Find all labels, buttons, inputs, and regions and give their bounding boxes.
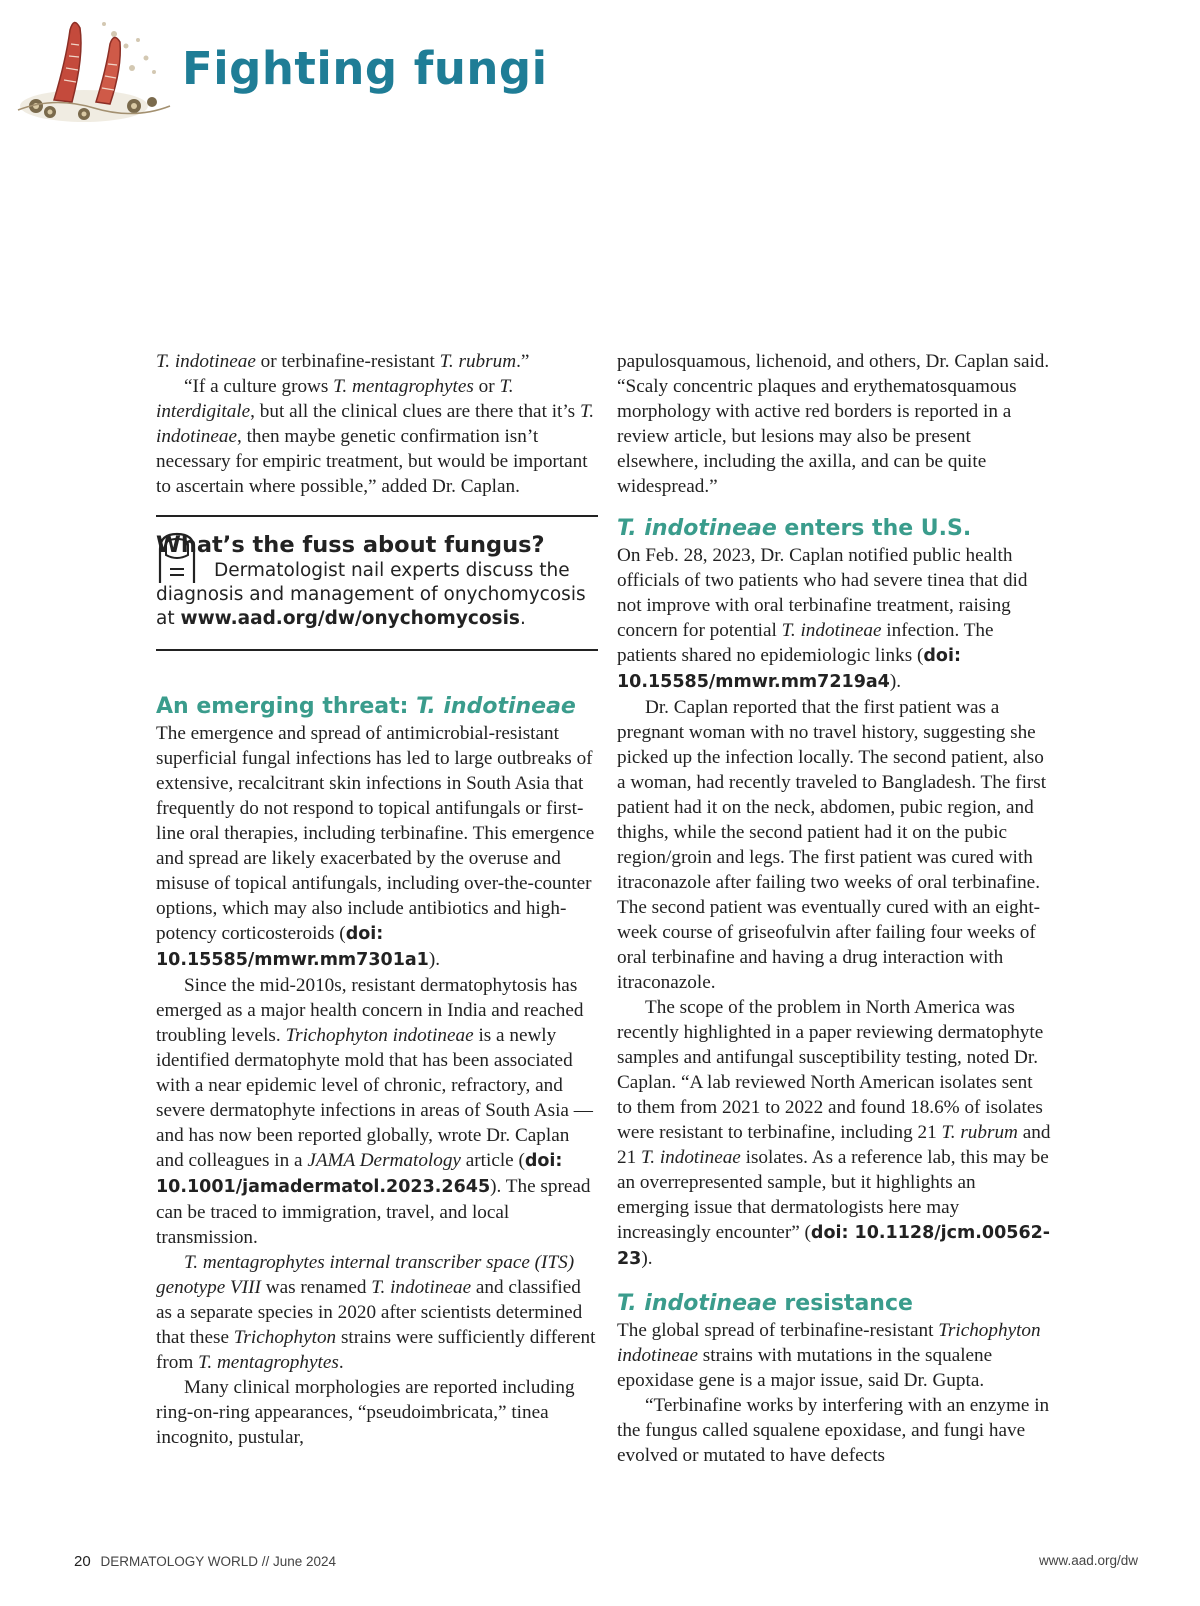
paragraph: The scope of the problem in North America was recently highlighted in a paper reviewing dermatophyte samples and antifungal susceptibility testing, noted Dr. Caplan. “A lab reviewed North American isolates sent to them from 2021 to 2022 and found 18.6% of isolates were resistant to terbinafine, including 21 T. rubrum and 21 T. indotineae isolates. As a reference lab, this may be an overrepresented sample, but it highlights an emerging issue that dermatologists here may increasingly encounter” (doi: 10.1128/jcm.00562-23). bbox=[617, 997, 1051, 1269]
callout-body: Dermatologist nail experts discuss the diagnosis and management of onychomycosis at www.aad.org/dw/onychomycosis. bbox=[156, 560, 586, 629]
section-heading-enters-us: T. indotineae enters the U.S. bbox=[617, 516, 972, 541]
onychomycosis-callout bbox=[156, 515, 598, 651]
page-title: Fighting fungi bbox=[182, 42, 548, 95]
paragraph: “If a culture grows T. mentagrophytes or T. interdigitale, but all the clinical clues are there that it’s T. indotineae, then maybe genetic confirmation isn’t necessary for empiric treatment, but would be important to ascertain where possible,” added Dr. Caplan. bbox=[156, 376, 594, 497]
paragraph: The emergence and spread of antimicrobial-resistant superficial fungal infections has led to large outbreaks of extensive, recalcitrant skin infections in South Asia that frequently do not respond to topical antifungals or first-line oral therapies, including terbinafine. This emergence and spread are likely exacerbated by the overuse and misuse of topical antifungals, including over-the-counter options, which may also include antibiotics and high-potency corticosteroids (doi: 10.15585/mmwr.mm7301a1). bbox=[156, 723, 595, 970]
paragraph: T. mentagrophytes internal transcriber space (ITS) genotype VIII was renamed T. indotineae and classified as a separate species in 2020 after scientists determined that these Trichophyton strains were sufficiently different from T. mentagrophytes. bbox=[156, 1252, 596, 1373]
page-footer bbox=[74, 1553, 336, 1570]
section-heading-emerging-threat: An emerging threat: T. indotineae bbox=[156, 694, 576, 719]
section-heading-resistance: T. indotineae resistance bbox=[617, 1291, 913, 1316]
paragraph: On Feb. 28, 2023, Dr. Caplan notified public health officials of two patients who had severe tinea that did not improve with oral terbinafine treatment, raising concern for potential T. indotineae infection. The patients shared no epidemiologic links (doi: 10.15585/mmwr.mm7219a4). bbox=[617, 545, 1028, 692]
doi-reference: doi: 10.1128/jcm.00562-23 bbox=[617, 1223, 1051, 1269]
fungal-hyphae-illustration bbox=[14, 10, 174, 128]
paragraph: Many clinical morphologies are reported including ring-on-ring appearances, “pseudoimbricata,” tinea incognito, pustular, bbox=[156, 1377, 575, 1448]
paragraph: papulosquamous, lichenoid, and others, Dr. Caplan said. “Scaly concentric plaques and erythematosquamous morphology with active red borders is reported in a review article, but lesions may also be present elsewhere, including the axilla, and can be quite widespread.” bbox=[617, 351, 1050, 497]
callout-title: What’s the fuss about fungus? bbox=[156, 532, 545, 558]
paragraph: T. indotineae or terbinafine-resistant T. rubrum.” bbox=[156, 351, 530, 372]
fingernail-icon bbox=[156, 531, 198, 585]
paragraph: Dr. Caplan reported that the first patient was a pregnant woman with no travel history, suggesting she picked up the infection locally. The second patient, also a woman, had recently traveled to Bangladesh. The first patient had it on the neck, abdomen, pubic region, and thighs, while the second patient had it on the pubic region/groin and legs. The first patient was cured with itraconazole after failing two weeks of oral terbinafine. The second patient was eventually cured with an eight-week course of griseofulvin after failing four weeks of oral terbinafine and having a drug interaction with itraconazole. bbox=[617, 697, 1047, 993]
paragraph: “Terbinafine works by interfering with an enzyme in the fungus called squalene epoxidase, and fungi have evolved or mutated to have defects bbox=[617, 1395, 1050, 1466]
paragraph: Since the mid-2010s, resistant dermatophytosis has emerged as a major health concern in India and reached troubling levels. Trichophyton indotineae is a newly identified dermatophyte mold that has been associated with a near epidemic level of chronic, refractory, and severe dermatophyte infections in areas of South Asia — and has now been reported globally, wrote Dr. Caplan and colleagues in a JAMA Dermatology article (doi: 10.1001/jamadermatol.2023.2645). The spread can be traced to immigration, travel, and local transmission. bbox=[156, 975, 593, 1248]
left-column bbox=[156, 349, 598, 1450]
page-number: 20 bbox=[74, 1553, 91, 1570]
onychomycosis-link[interactable]: www.aad.org/dw/onychomycosis bbox=[180, 608, 520, 629]
paragraph: The global spread of terbinafine-resistant Trichophyton indotineae strains with mutations in the squalene epoxidase gene is a major issue, said Dr. Gupta. bbox=[617, 1320, 1041, 1391]
doi-reference: doi: 10.1001/jamadermatol.2023.2645 bbox=[156, 1151, 563, 1197]
doi-reference: doi: 10.15585/mmwr.mm7219a4 bbox=[617, 646, 961, 692]
right-column bbox=[617, 349, 1051, 1468]
footer-url[interactable]: www.aad.org/dw bbox=[1038, 1553, 1138, 1568]
publication-info: DERMATOLOGY WORLD // June 2024 bbox=[100, 1554, 337, 1569]
doi-reference: doi: 10.15585/mmwr.mm7301a1 bbox=[156, 924, 429, 970]
